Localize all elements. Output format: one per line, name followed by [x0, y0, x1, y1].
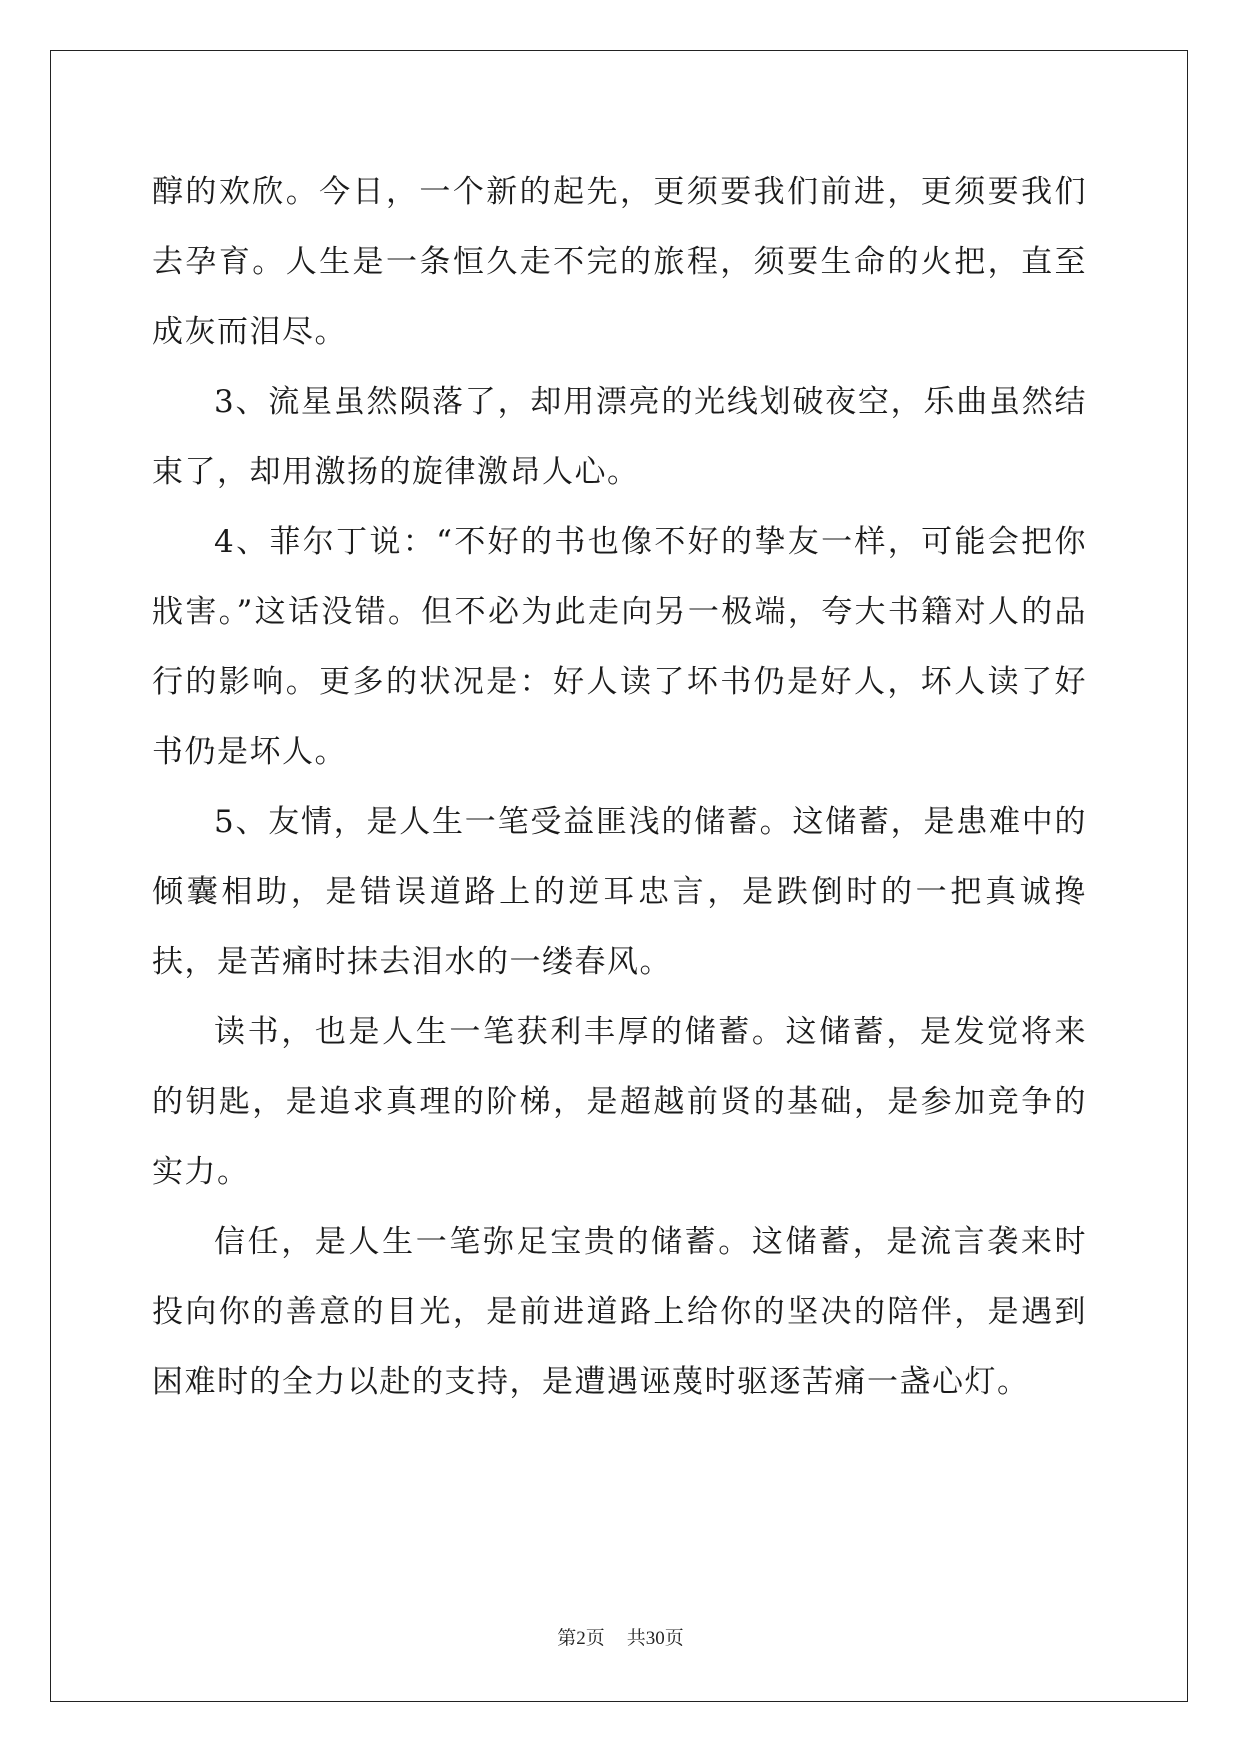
page-total: 共30页 — [626, 1628, 684, 1649]
paragraph-6: 信任，是人生一笔弥足宝贵的储蓄。这储蓄，是流言袭来时投向你的善意的目光，是前进道路上给你的坚决的陪伴，是遇到困难时的全力以赴的支持，是遭遇诬蔑时驱逐苦痛一盏心灯。 — [152, 1224, 1087, 1400]
paragraph-1: 醇的欢欣。今日，一个新的起先，更须要我们前进，更须要我们去孕育。人生是一条恒久走不完的旅程，须要生命的火把，直至成灰而泪尽。 — [152, 174, 1087, 350]
body-text — [152, 157, 1087, 1417]
paragraph-5: 读书，也是人生一笔获利丰厚的储蓄。这储蓄，是发觉将来的钥匙，是追求真理的阶梯，是超越前贤的基础，是参加竞争的实力。 — [152, 1014, 1087, 1190]
page-footer — [0, 1623, 1241, 1650]
paragraph-4: 5、友情，是人生一笔受益匪浅的储蓄。这储蓄，是患难中的倾囊相助，是错误道路上的逆耳忠言，是跌倒时的一把真诚搀扶，是苦痛时抹去泪水的一缕春风。 — [152, 804, 1087, 980]
page-number: 第2页 — [557, 1628, 605, 1649]
paragraph-3: 4、菲尔丁说：“不好的书也像不好的挚友一样，可能会把你戕害。”这话没错。但不必为此走向另一极端，夸大书籍对人的品行的影响。更多的状况是：好人读了坏书仍是好人，坏人读了好书仍是坏人。 — [152, 524, 1087, 770]
paragraph-2: 3、流星虽然陨落了，却用漂亮的光线划破夜空，乐曲虽然结束了，却用激扬的旋律激昂人心。 — [152, 384, 1087, 490]
